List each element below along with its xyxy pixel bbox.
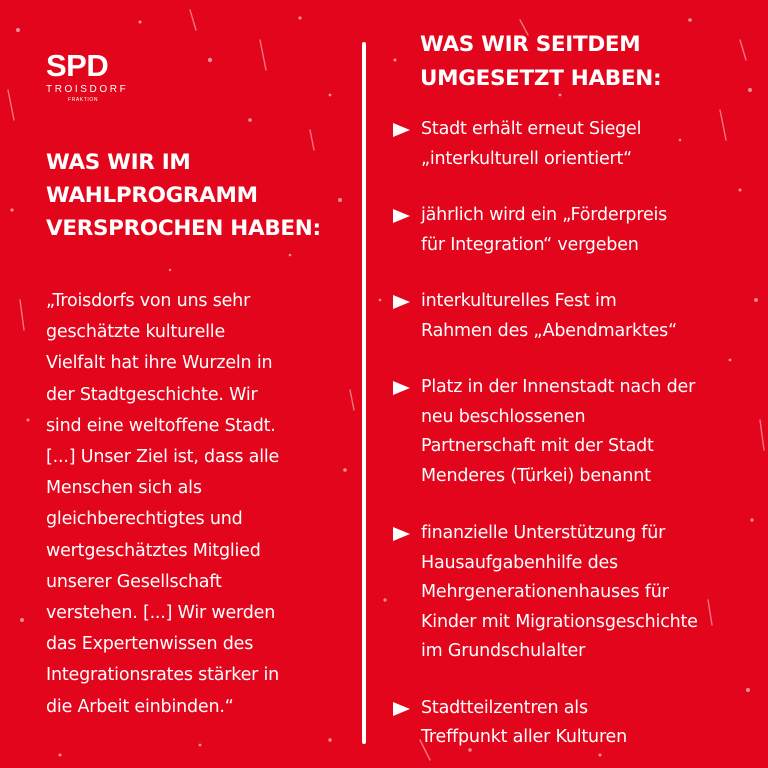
logo-sub-text: TROISDORF — [46, 84, 129, 95]
column-divider — [362, 42, 366, 744]
achievement-line: Kinder mit Migrationsgeschichte — [421, 611, 698, 632]
achievement-line: Rahmen des „Abendmarktes“ — [421, 320, 677, 341]
triangle-right-icon — [393, 209, 410, 223]
achievement-item — [392, 201, 764, 260]
achievement-line: neu beschlossenen — [421, 406, 586, 427]
achievement-line: Platz in der Innenstadt nach der — [421, 377, 696, 397]
quote-line: „Troisdorfs von uns sehr — [46, 291, 251, 311]
right-heading — [420, 28, 760, 96]
achievements-list — [392, 115, 764, 753]
achievement-item — [392, 287, 764, 346]
triangle-right-icon — [393, 702, 410, 716]
triangle-right-icon — [393, 295, 410, 309]
achievement-line: Hausaufgabenhilfe des — [421, 552, 618, 573]
triangle-right-icon — [393, 123, 410, 137]
quote-line: unserer Gesellschaft — [46, 571, 222, 592]
quote-line: geschätzte kulturelle — [46, 322, 226, 343]
quote-line: Vielfalt hat ihre Wurzeln in — [46, 353, 273, 374]
achievement-line: für Integration“ vergeben — [421, 234, 639, 255]
right-heading-line: UMGESETZT HABEN: — [420, 66, 662, 91]
quote-line: verstehen. [...] Wir werden — [46, 603, 276, 624]
quote-line: wertgeschätztes Mitglied — [46, 540, 261, 561]
quote-line: die Arbeit einbinden.“ — [46, 696, 234, 717]
achievement-line: „interkulturell orientiert“ — [421, 148, 633, 169]
achievement-item — [392, 115, 764, 174]
quote-line: Menschen sich als — [46, 478, 202, 499]
left-heading-line: WAHLPROGRAMM — [46, 183, 258, 208]
left-heading-line: WAS WIR IM — [46, 150, 191, 175]
quote-line: das Expertenwissen des — [46, 634, 254, 655]
spd-logo — [46, 50, 136, 103]
quote-line: [...] Unser Ziel ist, dass alle — [46, 447, 280, 468]
achievement-line: Stadtteilzentren als — [421, 697, 588, 718]
achievement-line: im Grundschulalter — [421, 641, 586, 661]
achievement-line: Mehrgenerationenhauses für — [421, 582, 669, 602]
triangle-right-icon — [393, 527, 410, 541]
achievement-item — [392, 519, 764, 667]
logo-main-text: SPD — [46, 48, 109, 83]
triangle-right-icon — [393, 381, 410, 395]
quote-line: Integrationsrates stärker in — [46, 665, 280, 686]
achievement-line: interkulturelles Fest im — [421, 291, 617, 311]
achievement-line: Menderes (Türkei) benannt — [421, 465, 651, 486]
quote-line: der Stadtgeschichte. Wir — [46, 384, 258, 405]
quote-line: gleichberechtigtes und — [46, 509, 243, 530]
achievement-line: finanzielle Unterstützung für — [421, 523, 666, 543]
right-heading-line: WAS WIR SEITDEM — [420, 32, 641, 57]
left-heading — [46, 146, 356, 245]
quote-line: sind eine weltoffene Stadt. — [46, 415, 276, 436]
left-heading-line: VERSPROCHEN HABEN: — [46, 216, 321, 241]
achievement-item — [392, 694, 764, 753]
program-quote — [46, 286, 354, 723]
achievement-item — [392, 373, 764, 491]
achievement-line: jährlich wird ein „Förderpreis — [421, 205, 668, 225]
achievement-line: Stadt erhält erneut Siegel — [421, 119, 642, 139]
logo-fraktion-text: FRAKTION — [68, 97, 99, 103]
achievement-line: Treffpunkt aller Kulturen — [421, 727, 628, 747]
achievement-line: Partnerschaft mit der Stadt — [421, 436, 654, 456]
